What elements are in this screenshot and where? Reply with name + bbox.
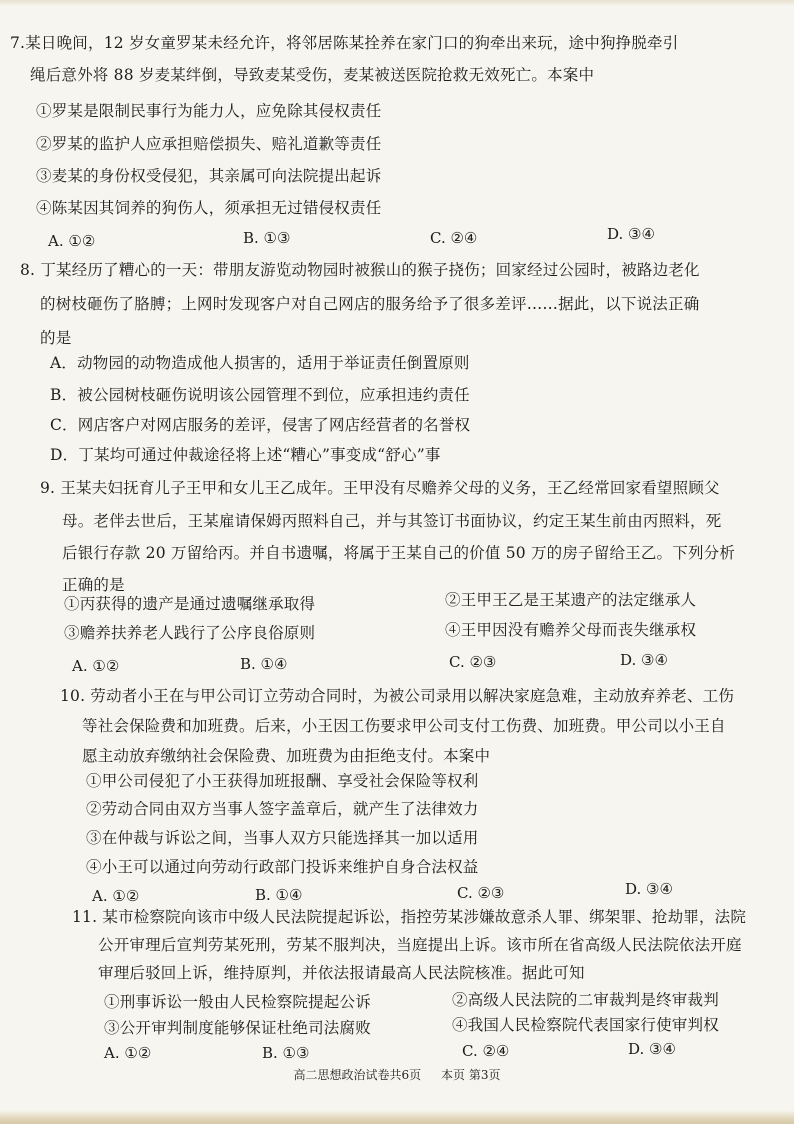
q7-item-3: ③麦某的身份权受侵犯，其亲属可向法院提出起诉 bbox=[36, 167, 382, 185]
q10-stem-line-2: 等社会保险费和加班费。后来，小王因工伤要求甲公司支付工伤费、加班费。甲公司以小王自 bbox=[82, 717, 726, 735]
q10-stem-line-1: 10. 劳动者小王在与甲公司订立劳动合同时，为被公司录用以解决家庭急难，主动放弃养老、工伤 bbox=[60, 687, 735, 705]
scan-edge-bottom bbox=[0, 1110, 794, 1124]
q9-choice-c: C. ②③ bbox=[449, 653, 497, 671]
q9-choice-b: B. ①④ bbox=[240, 655, 288, 673]
q7-choice-d: D. ③④ bbox=[607, 225, 655, 243]
q7-item-4: ④陈某因其饲养的狗伤人，须承担无过错侵权责任 bbox=[36, 199, 382, 217]
q8-stem-line-3: 的是 bbox=[40, 329, 72, 347]
q9-stem-line-3: 后银行存款 20 万留给丙。并自书遗嘱，将属于王某自己的价值 50 万的房子留给王乙。下列分析 bbox=[62, 544, 736, 562]
q11-item-2: ②高级人民法院的二审裁判是终审裁判 bbox=[452, 991, 719, 1009]
q10-item-2: ②劳动合同由双方当事人签字盖章后，就产生了法律效力 bbox=[86, 800, 479, 818]
q11-choice-c: C. ②④ bbox=[462, 1042, 510, 1060]
q7-item-1: ①罗某是限制民事行为能力人，应免除其侵权责任 bbox=[36, 102, 382, 120]
footer-total-pages: 高二思想政治试卷共6页 bbox=[293, 1068, 422, 1082]
q8-option-a: A．动物园的动物造成他人损害的，适用于举证责任倒置原则 bbox=[50, 354, 470, 372]
q10-choice-a: A. ①② bbox=[92, 887, 140, 905]
q11-item-3: ③公开审判制度能够保证杜绝司法腐败 bbox=[104, 1019, 371, 1037]
q9-choice-a: A. ①② bbox=[72, 657, 120, 675]
q10-item-1: ①甲公司侵犯了小王获得加班报酬、享受社会保险等权利 bbox=[86, 772, 479, 790]
q11-choice-d: D. ③④ bbox=[628, 1040, 676, 1058]
q9-choice-d: D. ③④ bbox=[620, 651, 668, 669]
q10-choice-c: C. ②③ bbox=[457, 884, 505, 902]
q11-stem-line-1: 11. 某市检察院向该市中级人民法院提起诉讼，指控劳某涉嫌故意杀人罪、绑架罪、抢劫罪，法院 bbox=[72, 908, 747, 926]
q10-stem-line-3: 愿主动放弃缴纳社会保险费、加班费为由拒绝支付。本案中 bbox=[82, 747, 491, 765]
q7-choice-a: A. ①② bbox=[48, 232, 96, 250]
q11-stem-line-2: 公开审理后宣判劳某死刑，劳某不服判决，当庭提出上诉。该市所在省高级人民法院依法开庭 bbox=[98, 936, 742, 954]
q8-stem-line-1: 8. 丁某经历了糟心的一天：带朋友游览动物园时被猴山的猴子挠伤；回家经过公园时，被路边老化 bbox=[20, 261, 700, 279]
q11-choice-a: A. ①② bbox=[104, 1044, 152, 1062]
q11-choice-b: B. ①③ bbox=[262, 1044, 310, 1062]
q9-stem-line-1: 9. 王某夫妇抚育儿子王甲和女儿王乙成年。王甲没有尽赡养父母的义务，王乙经常回家看望照顾父 bbox=[40, 479, 720, 497]
q9-item-2: ②王甲王乙是王某遗产的法定继承人 bbox=[445, 591, 697, 609]
q10-choice-d: D. ③④ bbox=[625, 880, 673, 898]
q8-stem-line-2: 的树枝砸伤了胳膊；上网时发现客户对自己网店的服务给予了很多差评……据此，以下说法正确 bbox=[40, 295, 700, 313]
q8-option-b: B．被公园树枝砸伤说明该公园管理不到位，应承担违约责任 bbox=[50, 386, 470, 404]
scan-edge-top bbox=[0, 0, 794, 6]
q10-item-3: ③在仲裁与诉讼之间，当事人双方只能选择其一加以适用 bbox=[86, 829, 479, 847]
q8-option-d: D．丁某均可通过仲裁途径将上述“糟心”事变成“舒心”事 bbox=[50, 446, 441, 464]
q8-option-c: C．网店客户对网店服务的差评，侵害了网店经营者的名誉权 bbox=[50, 416, 471, 434]
q9-item-4: ④王甲因没有赡养父母而丧失继承权 bbox=[445, 621, 697, 639]
page-footer bbox=[0, 1067, 794, 1083]
q11-item-4: ④我国人民检察院代表国家行使审判权 bbox=[452, 1016, 719, 1034]
q7-choice-c: C. ②④ bbox=[430, 229, 478, 247]
q11-stem-line-3: 审理后驳回上诉，维持原判，并依法报请最高人民法院核准。据此可知 bbox=[98, 964, 585, 982]
q9-item-3: ③赡养扶养老人践行了公序良俗原则 bbox=[64, 624, 316, 642]
q7-stem-line-2: 绳后意外将 88 岁麦某绊倒，导致麦某受伤，麦某被送医院抢救无效死亡。本案中 bbox=[30, 66, 595, 84]
footer-page-number: 本页 第3页 bbox=[441, 1068, 501, 1082]
q7-stem-line-1: 7.某日晚间，12 岁女童罗某未经允许，将邻居陈某拴养在家门口的狗牵出来玩，途中狗挣脱牵引 bbox=[10, 34, 679, 52]
q10-choice-b: B. ①④ bbox=[255, 886, 303, 904]
q9-item-1: ①丙获得的遗产是通过遗嘱继承取得 bbox=[64, 595, 316, 613]
q10-item-4: ④小王可以通过向劳动行政部门投诉来维护自身合法权益 bbox=[86, 858, 479, 876]
q9-stem-line-2: 母。老伴去世后，王某雇请保姆丙照料自己，并与其签订书面协议，约定王某生前由丙照料，死 bbox=[62, 512, 722, 530]
q9-stem-line-4: 正确的是 bbox=[62, 576, 125, 594]
q7-item-2: ②罗某的监护人应承担赔偿损失、赔礼道歉等责任 bbox=[36, 135, 382, 153]
q7-choice-b: B. ①③ bbox=[243, 229, 291, 247]
q11-item-1: ①刑事诉讼一般由人民检察院提起公诉 bbox=[104, 993, 371, 1011]
